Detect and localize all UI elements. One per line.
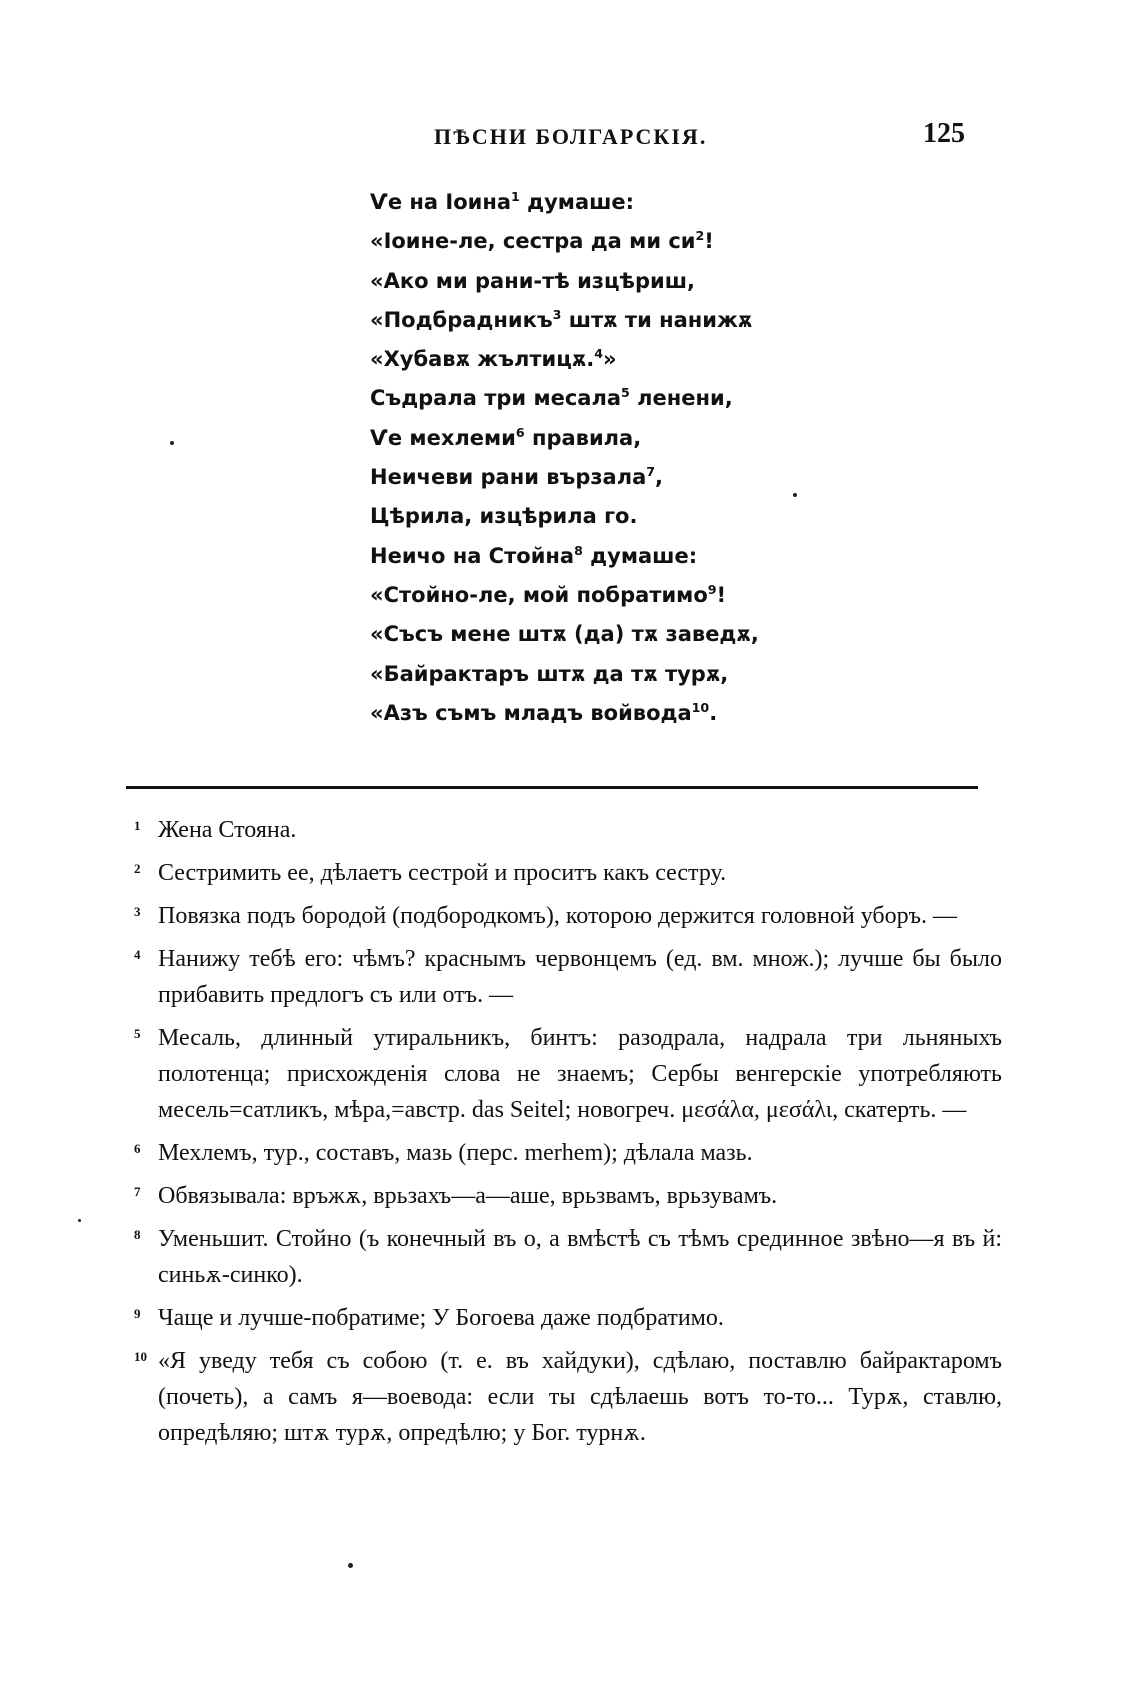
verse-line: «Азъ съмъ младъ войвода$^{10}$. [370,699,718,725]
verse-line: «Подбрадникъ$^3$ штѫ ти нанижѫ [370,306,753,332]
verse-line: Съдрала три месала$^5$ ленени, [370,385,733,411]
print-speck [170,441,174,445]
footnote: 4 Нанижу тебѣ его: чѣмъ? краснымъ червонцемъ (ед. вм. множ.); лучше бы было прибавить предлогъ съ или отъ. — [140,941,1002,1013]
verse-line: «Хубавѫ жълтицѫ.$^4$» [370,346,617,372]
verse-line: Ѵе мехлеми$^6$ правила, [370,424,642,450]
footnote: 6 Мехлемъ, тур., составъ, мазь (перс. merhem); дѣлала мазь. [140,1135,1002,1171]
running-title: ПѢСНИ БОЛГАРСКІЯ. [434,124,708,149]
print-speck [793,493,797,497]
print-speck [348,1563,353,1568]
footnote-number: 8 [134,1227,141,1242]
footnote: 3 Повязка подъ бородой (подбородкомъ), которою держится головной уборъ. — [140,898,1002,934]
footnote-number: 1 [134,818,141,833]
footnote-number: 2 [134,861,141,876]
footnote: 1 Жена Стояна. [140,812,1002,848]
page-header [0,118,1140,158]
print-speck [78,1219,81,1222]
footnote-divider [126,786,978,789]
footnote: 2 Сестримить ее, дѣлаетъ сестрой и проситъ какъ сестру. [140,855,1002,891]
page-number: 125 [923,118,965,149]
footnote-number: 9 [134,1306,141,1321]
footnote: 5 Месаль, длинный утиральникъ, бинтъ: разодрала, надрала три льняныхъ полотенца; присхожденія слова не знаемъ; Сербы венгерскіе употребляють месель=сатликъ, мѣра,=австр. das Seitel; новогреч. μεσάλα, μεσάλι, скатерть. — [140,1020,1002,1128]
footnotes [134,812,1002,1458]
poem-verses [370,183,790,733]
verse-line: «Байрактаръ штѫ да тѫ турѫ, [370,661,729,686]
verse-line: Цѣрила, изцѣрила го. [370,504,638,529]
footnote-number: 3 [134,904,141,919]
footnote: 8 Уменьшит. Стойно (ъ конечный въ о, а вмѣстѣ съ тѣмъ срединное звѣно—я въ й: синьѫ-синко). [140,1221,1002,1293]
verse-line: «Стойно-ле, мой побратимо$^9$! [370,581,727,607]
verse-line: «Іоине-ле, сестра да ми $си^2$! [370,228,714,254]
footnote-number: 6 [134,1141,141,1156]
footnote: 10 «Я уведу тебя съ собою (т. е. въ хайдуки), сдѣлаю, поставлю байрактаромъ (почеть), а самъ я—воевода: если ты сдѣлаешь вотъ то-то... Турѫ, ставлю, опредѣляю; штѫ турѫ, опредѣлю; у Бог. турнѫ. [140,1343,1002,1451]
footnote-number: 10 [134,1349,147,1364]
verse-line: Неичо на Стойна$^8$ думаше: [370,542,698,568]
verse-line: Ѵе на Іоина$^1$ думаше: [370,189,635,214]
footnote-number: 4 [134,947,141,962]
footnote: 9 Чаще и лучше-побратиме; У Богоева даже подбратимо. [140,1300,1002,1336]
verse-line: «Съсъ мене штѫ (да) тѫ заведѫ, [370,622,759,647]
footnote-number: 5 [134,1026,141,1041]
verse-line: «Ако ми рани-тѣ изцѣриш, [370,268,696,293]
footnote: 7 Обвязывала: връжѫ, врьзахъ—а—аше, врьзвамъ, врьзувамъ. [140,1178,1002,1214]
verse-line: Неичеви рани вързала$^7$, [370,464,664,490]
footnote-number: 7 [134,1184,141,1199]
